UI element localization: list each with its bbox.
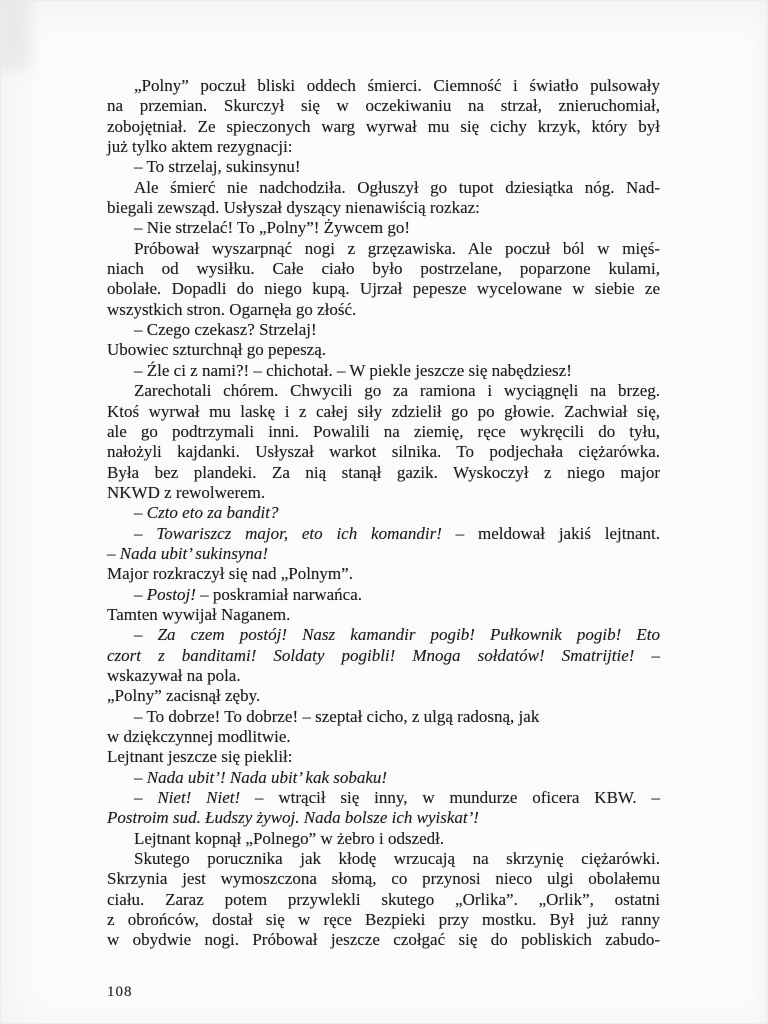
text-segment: Skutego porucznika jak kłodę wrzucają na skrzynię ciężarówki.	[134, 849, 660, 869]
text-line	[107, 96, 660, 116]
text-segment: na przemian. Skurczył się w oczekiwaniu na strzał, znieruchomiał,	[107, 96, 660, 116]
text-line	[107, 808, 660, 828]
text-line	[107, 198, 660, 218]
text-line	[107, 849, 660, 869]
text-block	[107, 76, 660, 951]
text-line	[107, 218, 660, 238]
text-line	[107, 666, 660, 686]
text-segment: biegali zewsząd. Usłyszał dyszący nienawiścią rozkaz:	[107, 198, 480, 218]
text-segment: Zarechotali chórem. Chwycili go za ramiona i wyciągnęli na brzeg.	[134, 381, 660, 401]
text-segment: niach od wysiłku. Całe ciało było postrzelane, poparzone kulami,	[107, 259, 660, 279]
text-line	[107, 320, 660, 340]
page-number: 108	[107, 984, 133, 1000]
italic-text-segment: czort z banditami! Soldaty pogibli! Mnoga sołdatów! Smatrijtie! –	[107, 645, 660, 665]
text-segment: wskazywał na pola.	[107, 665, 241, 685]
text-line	[107, 625, 660, 645]
text-line	[107, 585, 660, 605]
italic-text-segment: – Za czem postój! Nasz kamandir pogib! Pułkownik pogib! Eto	[134, 625, 660, 645]
text-segment: Skrzynia jest wymoszczona słomą, co przynosi nieco ulgi obolałemu	[107, 869, 660, 889]
text-segment: Ale śmierć nie nadchodziła. Ogłuszył go tupot dziesiątka nóg. Nad-	[134, 177, 660, 197]
text-segment: Lejtnant jeszcze się pieklił:	[107, 747, 293, 767]
text-line	[107, 564, 660, 584]
text-segment: – Czego czekasz? Strzelaj!	[134, 320, 317, 340]
text-line	[107, 829, 660, 849]
text-segment: Próbował wyszarpnąć nogi z grzęzawiska. Ale poczuł ból w mięś-	[134, 238, 660, 258]
text-line	[107, 524, 660, 544]
text-line	[107, 137, 660, 157]
italic-text-segment: –	[651, 788, 660, 808]
text-segment: – To strzelaj, sukinsynu!	[134, 157, 301, 177]
italic-text-segment: Postroim sud. Łudszy żywoj. Nada bolsze ich wyiskat’!	[107, 808, 479, 828]
text-segment: wszystkich stron. Ogarnęła go złość.	[107, 299, 357, 319]
text-segment: Była bez plandeki. Za nią stanął gazik. Wyskoczył z niego major	[107, 462, 660, 482]
text-segment: ale go podtrzymali inni. Powalili na ziemię, ręce wykręcili do tyłu,	[107, 421, 660, 441]
text-segment: już tylko aktem rezygnacji:	[107, 137, 293, 157]
text-line	[107, 788, 660, 808]
text-line	[107, 707, 660, 727]
text-segment: w dziękczynnej modlitwie.	[107, 727, 291, 746]
italic-text-segment: – Niet! Niet!	[134, 788, 241, 808]
text-line	[107, 503, 660, 523]
text-segment: Ktoś wyrwał mu laskę i z całej siły zdzielił go po głowie. Zachwiał się,	[107, 401, 660, 421]
text-segment: Tamten wywijał Naganem.	[107, 604, 291, 624]
scan-edge-shadow	[764, 0, 768, 1024]
text-segment: Major rozkraczył się nad „Polnym”.	[107, 564, 353, 584]
text-line	[107, 300, 660, 320]
text-segment: z obrońców, dostał się w ręce Bezpieki przy mostku. Był już ranny	[107, 910, 660, 930]
text-segment: – Nie strzelać! To „Polny”! Żywcem go!	[134, 218, 411, 238]
text-segment: – Źle ci z nami?! – chichotał. – W piekle jeszcze się nabędziesz!	[134, 360, 572, 380]
text-line	[107, 402, 660, 422]
scan-corner-shadow	[0, 0, 30, 70]
text-line	[107, 463, 660, 483]
text-line	[107, 747, 660, 767]
text-line	[107, 239, 660, 259]
text-segment: zobojętniał. Ze spieczonych warg wyrwał mu się cichy krzyk, który był	[107, 116, 660, 136]
text-segment: „Polny” poczuł bliski oddech śmierci. Ciemność i światło pulsowały	[134, 76, 660, 95]
text-segment: – meldował jakiś lejtnant.	[441, 523, 660, 543]
text-line	[107, 605, 660, 625]
text-line	[107, 381, 660, 401]
text-segment: obolałe. Dopadli do niego kupą. Ujrzał pepesze wycelowane w siebie ze	[107, 279, 660, 299]
text-line	[107, 930, 660, 950]
text-line	[107, 422, 660, 442]
text-line	[107, 259, 660, 279]
text-segment: Lejtnant kopnął „Polnego” w żebro i odszedł.	[134, 828, 445, 848]
text-line	[107, 340, 660, 360]
text-line	[107, 686, 660, 706]
text-line	[107, 442, 660, 462]
text-segment: – wtrącił się inny, w mundurze oficera KBW.	[240, 788, 652, 808]
text-line	[107, 178, 660, 198]
text-segment: – poskramiał narwańca.	[195, 584, 363, 604]
italic-text-segment: – Czto eto za bandit?	[134, 503, 279, 523]
italic-text-segment: – Towariszcz major, eto ich komandir!	[134, 523, 442, 543]
text-line	[107, 117, 660, 137]
text-line	[107, 157, 660, 177]
text-line	[107, 646, 660, 666]
text-line	[107, 544, 660, 564]
text-line	[107, 483, 660, 503]
italic-text-segment: – Nada ubit’! Nada ubit’ kak sobaku!	[134, 767, 388, 787]
italic-text-segment: – Postoj!	[134, 584, 196, 604]
text-line	[107, 76, 660, 96]
text-line	[107, 890, 660, 910]
text-segment: nałożyli kajdanki. Usłyszał warkot silnika. To podjechała ciężarówka.	[107, 442, 660, 462]
text-line	[107, 279, 660, 299]
text-line	[107, 361, 660, 381]
text-line	[107, 869, 660, 889]
text-segment: Ubowiec szturchnął go pepeszą.	[107, 340, 327, 360]
text-segment: w obydwie nogi. Próbował jeszcze czołgać się do pobliskich zabudo-	[107, 930, 660, 950]
text-line	[107, 727, 660, 747]
text-segment: – To dobrze! To dobrze! – szeptał cicho, z ulgą radosną, jak	[134, 706, 540, 726]
text-segment: ciału. Zaraz potem przywlekli skutego „Orlika”. „Orlik”, ostatni	[107, 889, 660, 909]
text-segment: „Polny” zacisnął zęby.	[107, 686, 261, 706]
text-line	[107, 910, 660, 930]
text-segment: NKWD z rewolwerem.	[107, 482, 266, 502]
italic-text-segment: – Nada ubit’ sukinsyna!	[107, 543, 269, 563]
text-line	[107, 768, 660, 788]
